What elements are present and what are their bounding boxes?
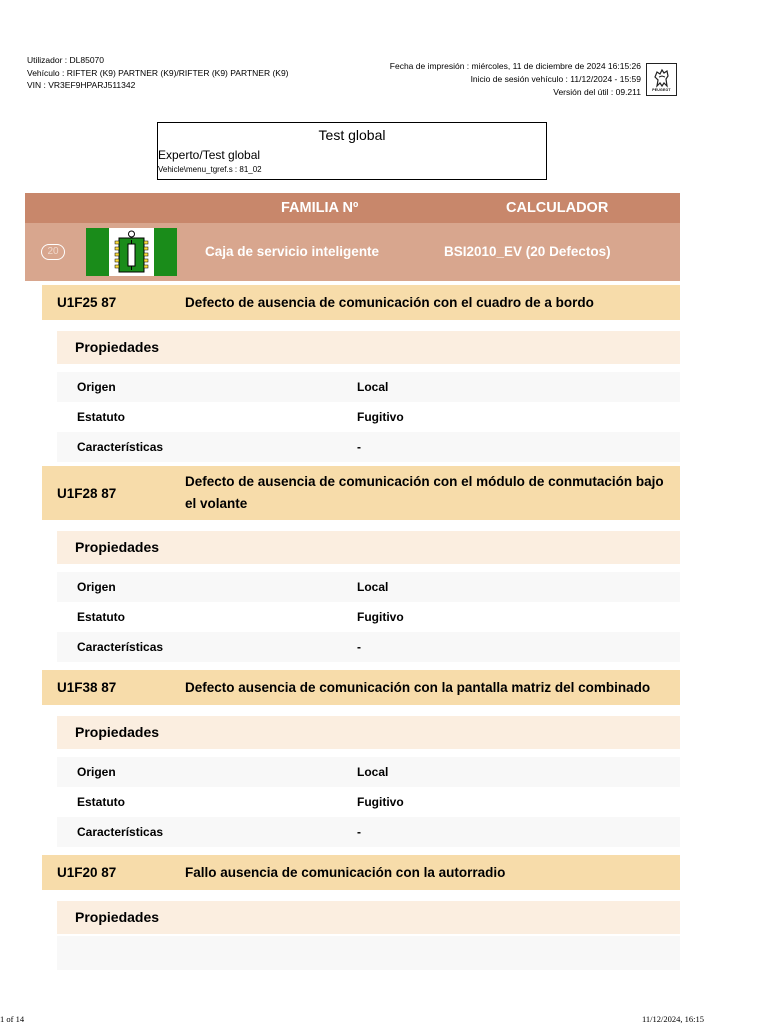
property-key: Características: [77, 440, 164, 454]
property-value: Local: [357, 380, 389, 394]
vehicle-line: Vehículo : RIFTER (K9) PARTNER (K9)/RIFTER (K9) PARTNER (K9): [27, 67, 289, 78]
property-key: Origen: [77, 380, 116, 394]
property-row: [57, 817, 680, 847]
fault-description: Defecto de ausencia de comunicación con el módulo de conmutación bajo el volante: [185, 474, 664, 511]
version-line: Versión del útil : 09.211: [553, 87, 641, 97]
property-key: Características: [77, 640, 164, 654]
fault-item: [42, 670, 680, 847]
fault-header[interactable]: [42, 285, 680, 320]
fault-list: [42, 285, 680, 970]
property-row: [57, 432, 680, 462]
fault-code: U1F20 87: [57, 865, 117, 880]
table-header: [25, 193, 680, 223]
property-value: -: [357, 640, 361, 654]
fault-description: Fallo ausencia de comunicación con la autorradio: [185, 864, 506, 880]
property-value: Local: [357, 765, 389, 779]
peugeot-logo: [646, 63, 677, 96]
fault-code: U1F28 87: [57, 485, 117, 501]
fault-item: [42, 466, 680, 662]
footer-datetime: 11/12/2024, 16:15: [642, 1014, 705, 1024]
col-calculator-header: CALCULADOR: [506, 200, 609, 216]
property-key: Origen: [77, 580, 116, 594]
property-key: Origen: [77, 765, 116, 779]
page-title: Test global: [318, 127, 386, 143]
fault-properties: [42, 331, 680, 462]
fault-properties: [42, 531, 680, 662]
header-user-info: [27, 54, 297, 92]
properties-title: Propiedades: [57, 531, 680, 564]
table-row[interactable]: [25, 223, 680, 281]
fault-header[interactable]: [42, 670, 680, 705]
logo-text: PEUGEOT: [652, 87, 671, 92]
properties-title: Propiedades: [57, 716, 680, 749]
property-value: -: [357, 825, 361, 839]
properties-title: Propiedades: [57, 331, 680, 364]
property-row: [57, 787, 680, 817]
property-key: Estatuto: [77, 410, 125, 424]
title-box: [157, 122, 547, 180]
menu-reference: Vehicle\menu_tgref.s : 81_02: [158, 165, 262, 174]
fault-code: U1F38 87: [57, 680, 117, 695]
fault-description: Defecto ausencia de comunicación con la pantalla matriz del combinado: [185, 679, 651, 695]
fault-description: Defecto de ausencia de comunicación con el cuadro de a bordo: [185, 294, 594, 310]
property-row: [57, 402, 680, 432]
lion-icon: [651, 68, 673, 88]
header-print-info: [390, 60, 641, 99]
property-value: Fugitivo: [357, 795, 404, 809]
fault-item: [42, 285, 680, 462]
fault-properties: [42, 716, 680, 847]
property-row: [57, 757, 680, 787]
col-family-header: FAMILIA Nº: [281, 200, 359, 216]
property-row: [57, 372, 680, 402]
property-row: [57, 936, 680, 970]
property-key: Características: [77, 825, 164, 839]
family-number-badge: 20: [41, 244, 65, 260]
properties-title: Propiedades: [57, 901, 680, 934]
property-row: [57, 602, 680, 632]
property-value: -: [357, 440, 361, 454]
fault-header[interactable]: [42, 466, 680, 520]
fault-properties: [42, 901, 680, 970]
calculator-name: BSI2010_EV (20 Defectos): [444, 244, 611, 259]
fault-code: U1F25 87: [57, 295, 117, 310]
property-row: [57, 632, 680, 662]
property-value: Local: [357, 580, 389, 594]
family-table: [25, 193, 680, 281]
fault-item: [42, 855, 680, 970]
property-key: Estatuto: [77, 610, 125, 624]
family-name: Caja de servicio inteligente: [205, 244, 380, 259]
property-value: Fugitivo: [357, 410, 404, 424]
vin-line: VIN : VR3EF9HPARJ511342: [27, 80, 136, 90]
property-value: Fugitivo: [357, 610, 404, 624]
property-row: [57, 572, 680, 602]
page-number: 1 of 14: [0, 1014, 25, 1024]
print-date-line: Fecha de impresión : miércoles, 11 de diciembre de 2024 16:15:26: [389, 61, 641, 71]
breadcrumb: Experto/Test global: [158, 148, 261, 162]
session-line: Inicio de sesión vehículo : 11/12/2024 - 15:59: [470, 74, 641, 84]
user-line: Utilizador : DL85070: [27, 55, 105, 65]
property-key: Estatuto: [77, 795, 125, 809]
ecu-module-icon: [86, 228, 177, 276]
fault-header[interactable]: [42, 855, 680, 890]
